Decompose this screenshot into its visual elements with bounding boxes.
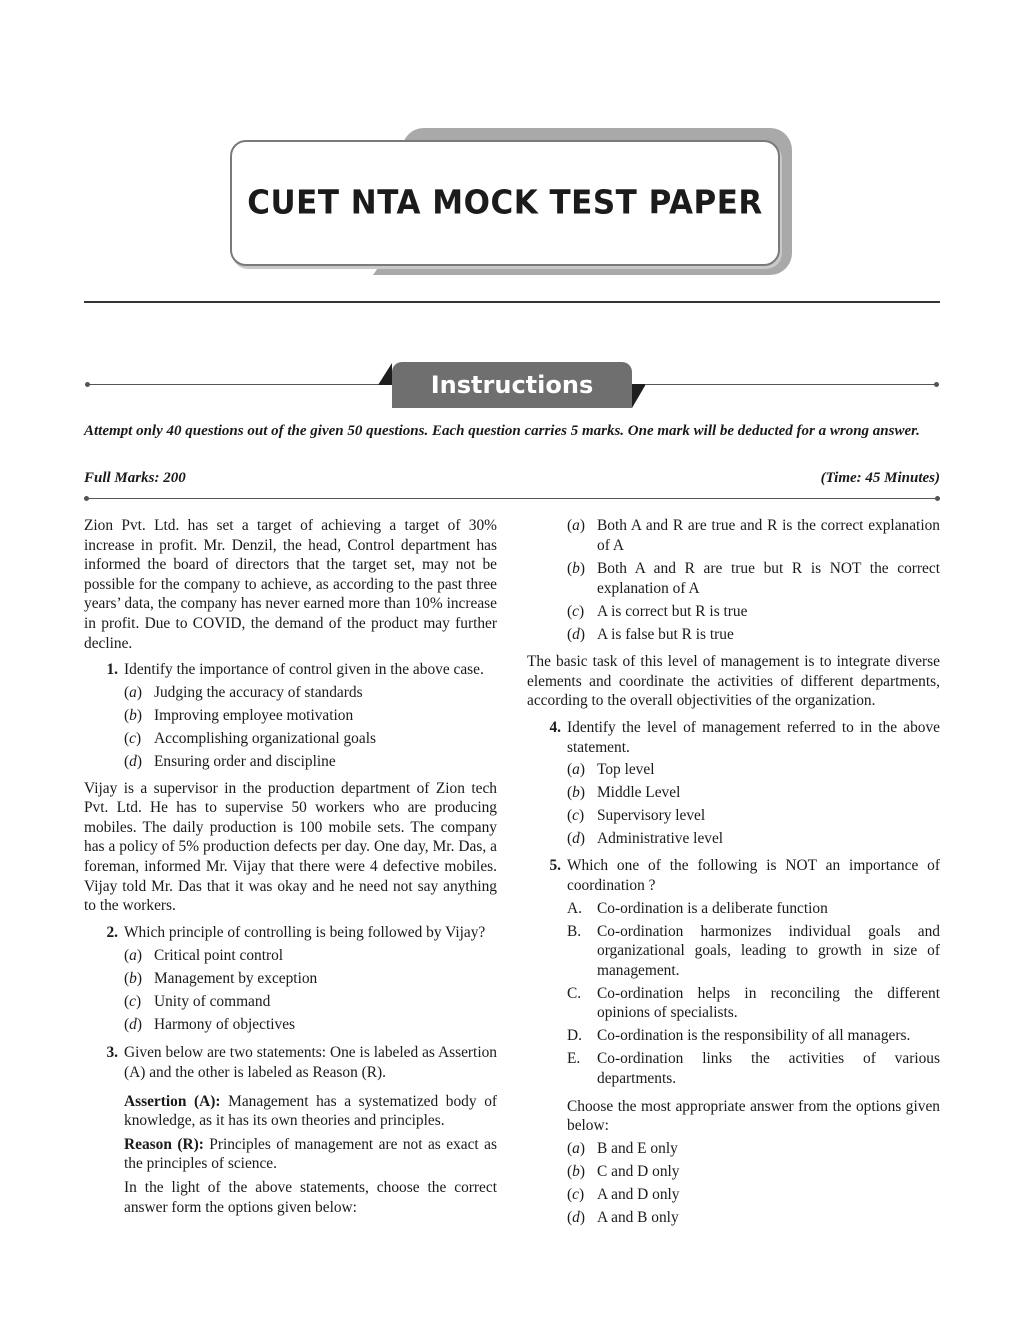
- option-text: Both A and R are true and R is the correct explanation of A: [597, 517, 940, 554]
- option-text: A and D only: [597, 1186, 680, 1204]
- option-label: c: [129, 730, 136, 748]
- passage: Zion Pvt. Ltd. has set a target of achieving a target of 30% increase in profit. Mr. Denzil, the head, Control department has informed the board of directors that the target set, may not be possible for the company to achieve, as according to the past three years’ data, the company has never earned more than 10% increase in profit. Due to COVID, the demand of the product may further decline.: [84, 517, 497, 652]
- option-text: Both A and R are true but R is NOT the correct explanation of A: [597, 559, 940, 597]
- passage: The basic task of this level of management is to integrate diverse elements and coordinate the activities of different departments, according to the overall objectivities of the organization.: [527, 653, 940, 710]
- statement-label: E.: [567, 1050, 581, 1068]
- option: (b) Middle Level: [567, 783, 940, 803]
- option: (d) Administrative level: [567, 829, 940, 849]
- ribbon-fold-left: [378, 363, 392, 385]
- options-list: [567, 1139, 940, 1228]
- option-label: c: [572, 602, 579, 620]
- option: (a) Judging the accuracy of standards: [124, 683, 497, 703]
- statement-text: Co-ordination helps in reconciling the different opinions of specialists.: [597, 984, 940, 1022]
- option-label: d: [129, 753, 137, 771]
- question-text: Which one of the following is NOT an importance of coordination ?: [567, 857, 940, 894]
- ribbon-line-right: [646, 384, 936, 385]
- ribbon-fold-right: [632, 384, 646, 408]
- divider-dot-left: [84, 496, 89, 501]
- right-column: [527, 516, 940, 1228]
- marks-row: [84, 470, 940, 487]
- option: (a) B and E only: [567, 1139, 940, 1159]
- options-list: [567, 516, 940, 644]
- question: [527, 718, 940, 757]
- option: (c) Accomplishing organizational goals: [124, 729, 497, 749]
- instructions-text: Attempt only 40 questions out of the given 50 questions. Each question carries 5 marks. One mark will be deducted for a wrong answer.: [84, 423, 920, 439]
- option-text: Harmony of objectives: [154, 1015, 296, 1033]
- option-label: d: [572, 625, 580, 643]
- statement-label: D.: [567, 1027, 582, 1045]
- option-text: Top level: [597, 761, 655, 779]
- ribbon-line-left: [88, 384, 380, 385]
- divider-dot-right: [934, 382, 939, 387]
- time-limit: (Time: 45 Minutes): [820, 470, 940, 486]
- option-label: d: [572, 830, 580, 848]
- option: (b) Improving employee motivation: [124, 706, 497, 726]
- question-number: 2.: [106, 923, 118, 941]
- option: (c) Unity of command: [124, 992, 497, 1012]
- instructions-divider: [84, 498, 940, 499]
- statement: [567, 984, 940, 1023]
- full-marks: Full Marks: 200: [84, 470, 186, 486]
- options-list: [124, 946, 497, 1035]
- option: (c) A is correct but R is true: [567, 602, 940, 622]
- option-text: Accomplishing organizational goals: [154, 730, 376, 748]
- option: (d) A is false but R is true: [567, 625, 940, 645]
- option: (b) Management by exception: [124, 969, 497, 989]
- option: (b) C and D only: [567, 1162, 940, 1182]
- option-text: C and D only: [597, 1163, 680, 1181]
- question-text: Given below are two statements: One is labeled as Assertion (A) and the other is labeled as Reason (R).: [124, 1044, 497, 1081]
- statement: [567, 922, 940, 981]
- option-text: Administrative level: [597, 830, 724, 848]
- statement: [567, 1049, 940, 1088]
- reason: [124, 1135, 497, 1174]
- option-label: b: [129, 969, 137, 987]
- title-divider: [84, 301, 940, 303]
- option-label: b: [572, 784, 580, 802]
- question-number: 5.: [549, 857, 561, 875]
- option-label: a: [572, 761, 580, 779]
- option-label: a: [572, 1140, 580, 1158]
- option-label: d: [572, 1209, 580, 1227]
- instructions-ribbon: [392, 362, 632, 408]
- statement-text: Co-ordination is the responsibility of all managers.: [597, 1027, 911, 1045]
- page-title: CUET NTA MOCK TEST PAPER: [247, 184, 763, 222]
- option-label: c: [129, 992, 136, 1010]
- option-label: a: [129, 946, 137, 964]
- question: [84, 923, 497, 943]
- left-column: [84, 516, 497, 1217]
- option-label: d: [129, 1015, 137, 1033]
- question-number: 4.: [549, 718, 561, 736]
- option-text: Middle Level: [597, 784, 681, 802]
- question-number: 1.: [106, 661, 118, 679]
- statement-label: C.: [567, 984, 582, 1002]
- instructions-heading: Instructions: [430, 371, 594, 399]
- statement-text: Co-ordination harmonizes individual goals and organizational goals, leading to growth in size of management.: [597, 922, 940, 979]
- question: [84, 660, 497, 680]
- option-text: Critical point control: [154, 946, 284, 964]
- question-number: 3.: [106, 1044, 118, 1062]
- question: [527, 856, 940, 895]
- title-banner: [230, 140, 780, 266]
- option: (b) Both A and R are true but R is NOT the correct explanation of A: [567, 559, 940, 597]
- statement-text: Co-ordination links the activities of various departments.: [597, 1050, 940, 1087]
- option: (a) Critical point control: [124, 946, 497, 966]
- option-label: c: [572, 807, 579, 825]
- question-text: Identify the level of management referred to in the above statement.: [567, 718, 940, 756]
- option-label: a: [129, 684, 137, 702]
- option-label: a: [572, 517, 580, 535]
- option-text: A is correct but R is true: [597, 602, 748, 620]
- option-text: A and B only: [597, 1209, 679, 1227]
- option-text: Management by exception: [154, 969, 318, 987]
- option-label: b: [572, 1163, 580, 1181]
- statement-text: Co-ordination is a deliberate function: [597, 899, 828, 917]
- reason-label: Reason (R):: [124, 1135, 204, 1153]
- option-text: A is false but R is true: [597, 625, 734, 643]
- question-text: Identify the importance of control given in the above case.: [124, 661, 484, 679]
- option-text: Improving employee motivation: [154, 707, 354, 725]
- option-text: Supervisory level: [597, 807, 706, 825]
- assertion: [124, 1092, 497, 1131]
- options-list: [124, 683, 497, 772]
- question-text: Which principle of controlling is being followed by Vijay?: [124, 923, 486, 941]
- statement: [567, 899, 940, 919]
- option-label: c: [572, 1186, 579, 1204]
- option: (c) Supervisory level: [567, 806, 940, 826]
- option: (a) Both A and R are true and R is the correct explanation of A: [567, 517, 940, 554]
- divider-dot-right: [935, 496, 940, 501]
- question: [84, 1043, 497, 1082]
- reason-text: Principles of management are not as exact as the principles of science.: [124, 1135, 497, 1173]
- option-label: b: [572, 559, 580, 577]
- statement: [567, 1026, 940, 1046]
- statement-label: B.: [567, 922, 582, 940]
- statement-label: A.: [567, 899, 582, 917]
- option-label: b: [129, 707, 137, 725]
- question-instruction: In the light of the above statements, choose the correct answer form the options given below:: [124, 1178, 497, 1216]
- option: (d) Ensuring order and discipline: [124, 752, 497, 772]
- option-text: Ensuring order and discipline: [154, 753, 336, 771]
- option: (d) A and B only: [567, 1208, 940, 1228]
- question-instruction: Choose the most appropriate answer from the options given below:: [567, 1097, 940, 1135]
- passage: Vijay is a supervisor in the production department of Zion tech Pvt. Ltd. He has to supervise 50 workers who are producing mobiles. The daily production is 100 mobile sets. The company has a policy of 5% production defects per day. One day, Mr. Das, a foreman, informed Mr. Vijay that there were 4 defective mobiles. Vijay told Mr. Das that it was okay and he need not say anything to the workers.: [84, 779, 497, 915]
- option: (d) Harmony of objectives: [124, 1015, 497, 1035]
- assertion-label: Assertion (A):: [124, 1092, 221, 1110]
- options-list: [567, 760, 940, 849]
- assertion-text: Management has a systematized body of knowledge, as it has its own theories and principles.: [124, 1092, 498, 1130]
- option-text: B and E only: [597, 1140, 678, 1158]
- option-text: Judging the accuracy of standards: [154, 684, 363, 702]
- option: (c) A and D only: [567, 1185, 940, 1205]
- option-text: Unity of command: [154, 992, 271, 1010]
- option: (a) Top level: [567, 760, 940, 780]
- statements-list: [567, 899, 940, 1089]
